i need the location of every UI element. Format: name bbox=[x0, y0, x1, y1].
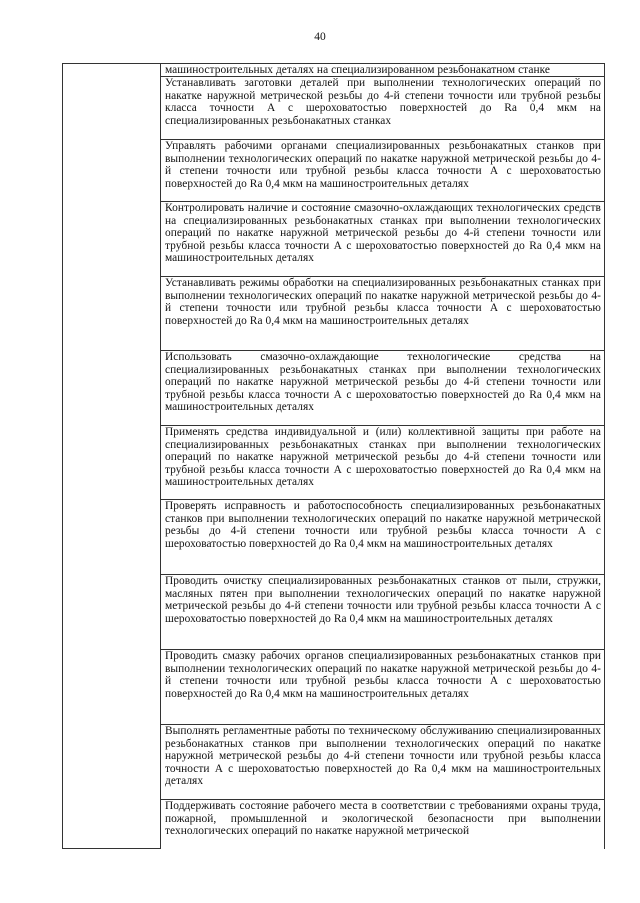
table-cell bbox=[161, 140, 605, 202]
row-text: Управлять рабочими органами специализированных резьбонакатных станков при выполнении технологических операций по накатке наружной метрической резьбы до 4-й степени точности или трубной резьбы класса точности А с шероховатостью поверхностей до Ra 0,4 мкм на машиностроительных деталях bbox=[165, 140, 601, 190]
row-text: Контролировать наличие и состояние смазочно-охлаждающих технологических средств на специализированных резьбонакатных станках при выполнении технологических операций по накатке наружной метрической резьбы до 4-й степени точности или трубной резьбы класса точности А с шероховатостью поверхностей до Ra 0,4 мкм на машиностроительных деталях bbox=[165, 202, 601, 265]
row-text: Проводить смазку рабочих органов специализированных резьбонакатных станков при выполнении технологических операций по накатке наружной метрической резьбы до 4-й степени точности или трубной резьбы класса точности А с шероховатостью поверхностей до Ra 0,4 мкм на машиностроительных деталях bbox=[165, 650, 601, 700]
table-row bbox=[63, 64, 605, 77]
row-text: Поддерживать состояние рабочего места в соответствии с требованиями охраны труда, пожарной, промышленной и экологической безопасности при выполнении технологических операций по накатке наружной метрической bbox=[165, 800, 601, 838]
row-text: Устанавливать заготовки деталей при выполнении технологических операций по накатке наружной метрической резьбы до 4-й степени точности или трубной резьбы класса точности А с шероховатостью поверхностей до Ra 0,4 мкм на специализированных резьбонакатных станках bbox=[165, 77, 601, 127]
table-cell bbox=[161, 77, 605, 140]
table-cell bbox=[161, 277, 605, 351]
table-cell bbox=[161, 800, 605, 849]
table-cell bbox=[161, 500, 605, 575]
row-text: Применять средства индивидуальной и (или) коллективной защиты при работе на специализированных резьбонакатных станках при выполнении технологических операций по накатке наружной метрической резьбы до 4-й степени точности или трубной резьбы класса точности А с шероховатостью поверхностей до Ra 0,4 мкм на машиностроительных деталях bbox=[165, 426, 601, 489]
table-cell bbox=[161, 575, 605, 650]
row-text: Проверять исправность и работоспособность специализированных резьбонакатных станков при выполнении технологических операций по накатке наружной метрической резьбы до 4-й степени точности или трубной резьбы класса точности А с шероховатостью поверхностей до Ra 0,4 мкм на машиностроительных деталях bbox=[165, 500, 601, 550]
row-text: машиностроительных деталях на специализированном резьбонакатном станке bbox=[165, 64, 550, 76]
table-left-column-cell bbox=[63, 64, 161, 849]
table-cell bbox=[161, 202, 605, 277]
skills-table bbox=[62, 63, 605, 849]
table-cell bbox=[161, 351, 605, 426]
row-text: Выполнять регламентные работы по техническому обслуживанию специализированных резьбонакатных станков при выполнении технологических операций по накатке наружной метрической резьбы до 4-й степени точности или трубной резьбы класса точности А с шероховатостью поверхностей до Ra 0,4 мкм на машиностроительных деталях bbox=[165, 725, 601, 788]
row-text: Использовать смазочно-охлаждающие технологические средства на специализированных резьбонакатных станках при выполнении технологических операций по накатке наружной метрической резьбы до 4-й степени точности или трубной резьбы класса точности А с шероховатостью поверхностей до Ra 0,4 мкм на машиностроительных деталях bbox=[165, 351, 601, 414]
row-text: Проводить очистку специализированных резьбонакатных станков от пыли, стружки, масляных пятен при выполнении технологических операций по накатке наружной метрической резьбы до 4-й степени точности или трубной резьбы класса точности А с шероховатостью поверхностей до Ra 0,4 мкм на машиностроительных деталях bbox=[165, 575, 601, 625]
table-cell bbox=[161, 426, 605, 500]
table-cell bbox=[161, 650, 605, 725]
table-cell bbox=[161, 725, 605, 800]
page-number: 40 bbox=[314, 31, 326, 43]
table-cell bbox=[161, 64, 605, 77]
row-text: Устанавливать режимы обработки на специализированных резьбонакатных станках при выполнении технологических операций по накатке наружной метрической резьбы до 4-й степени точности или трубной резьбы класса точности А с шероховатостью поверхностей до Ra 0,4 мкм на машиностроительных деталях bbox=[165, 277, 601, 327]
